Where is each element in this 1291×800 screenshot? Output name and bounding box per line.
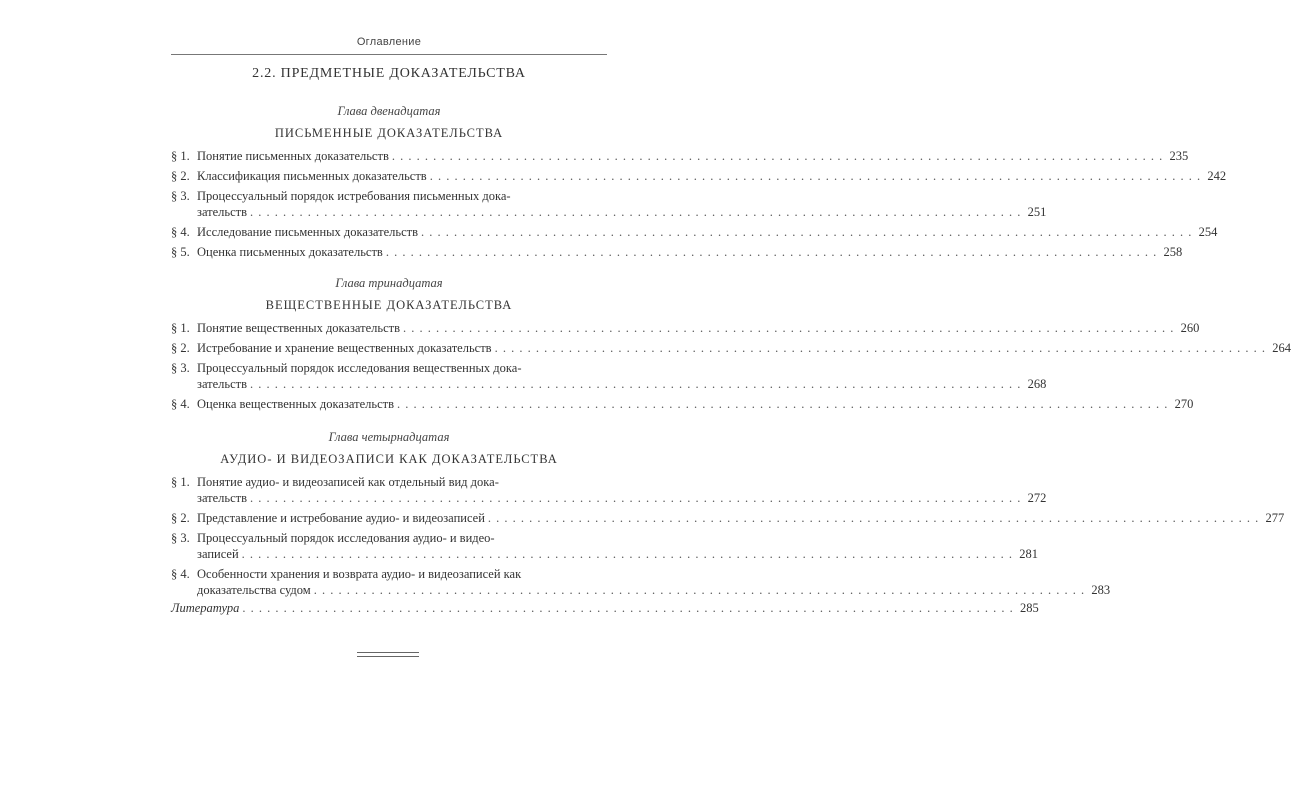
entry-title-line: Понятие аудио- и видеозаписей как отдельный вид дока- <box>197 475 499 489</box>
section-number: § 1. <box>171 475 190 489</box>
page-number: 285 <box>1020 601 1039 615</box>
page-number: 264 <box>1272 341 1291 355</box>
section-number: § 4. <box>171 567 190 581</box>
chapter-title: АУДИО- И ВИДЕОЗАПИСИ КАК ДОКАЗАТЕЛЬСТВА <box>220 452 558 466</box>
toc-entry[interactable] <box>171 148 1189 164</box>
page-number: 270 <box>1174 397 1194 411</box>
dot-leader <box>242 600 1013 616</box>
toc-entry[interactable] <box>171 340 1291 356</box>
entry-title-line: Процессуальный порядок исследования вещественных дока- <box>197 361 522 375</box>
dot-leader <box>397 396 1168 412</box>
entry-title-line: Процессуальный порядок истребования письменных дока- <box>197 189 511 203</box>
entry-title: Истребование и хранение вещественных доказательств <box>197 341 492 355</box>
entry-title: Исследование письменных доказательств <box>197 225 418 239</box>
chapter-title: ПИСЬМЕННЫЕ ДОКАЗАТЕЛЬСТВА <box>274 126 504 140</box>
page-number: 235 <box>1169 149 1189 163</box>
dot-leader <box>242 546 1013 562</box>
entry-title: записей <box>197 547 239 561</box>
chapter-label: Глава двенадцатая <box>337 104 441 118</box>
toc-entry[interactable] <box>171 320 1200 336</box>
page-number: 254 <box>1198 225 1218 239</box>
chapter-entries <box>171 148 1227 260</box>
section-number: § 3. <box>171 361 190 375</box>
dot-leader <box>392 148 1163 164</box>
chapter-entries <box>171 320 1291 412</box>
dot-leader <box>250 490 1021 506</box>
dot-leader <box>314 582 1085 598</box>
toc-entry[interactable] <box>171 188 1047 220</box>
entry-title: Оценка письменных доказательств <box>197 245 383 259</box>
toc-entry[interactable] <box>171 510 1285 526</box>
section-number: § 3. <box>171 189 190 203</box>
dot-leader <box>421 224 1192 240</box>
dot-leader <box>495 340 1266 356</box>
section-number: § 1. <box>171 149 190 163</box>
entry-title: Оценка вещественных доказательств <box>197 397 394 411</box>
toc-entry[interactable] <box>171 224 1218 240</box>
toc-entry[interactable] <box>171 474 1047 506</box>
entry-title: зательств <box>197 205 248 219</box>
page-number: 283 <box>1091 583 1111 597</box>
page-number: 272 <box>1027 491 1047 505</box>
chapter-entries <box>171 474 1285 598</box>
dot-leader <box>430 168 1201 184</box>
toc-page <box>171 30 1291 790</box>
entry-title: Классификация письменных доказательств <box>197 169 427 183</box>
page-number: 277 <box>1265 511 1285 525</box>
section-number: § 1. <box>171 321 190 335</box>
toc-entry[interactable] <box>171 530 1039 562</box>
entry-title: доказательства судом <box>197 583 311 597</box>
section-number: § 4. <box>171 397 190 411</box>
toc-entry[interactable] <box>171 566 1111 598</box>
dot-leader <box>250 204 1021 220</box>
section-number: § 2. <box>171 169 190 183</box>
toc-entry-literature[interactable] <box>171 600 1039 616</box>
page-number: 268 <box>1027 377 1047 391</box>
section-number: § 5. <box>171 245 190 259</box>
section-title: 2.2. ПРЕДМЕТНЫЕ ДОКАЗАТЕЛЬСТВА <box>252 66 526 81</box>
literature-label: Литература <box>171 601 240 615</box>
page-number: 260 <box>1180 321 1200 335</box>
page-number: 281 <box>1019 547 1039 561</box>
entry-title: зательств <box>197 491 248 505</box>
page-number: 242 <box>1207 169 1227 183</box>
section-number: § 2. <box>171 511 190 525</box>
header-rule <box>171 54 607 55</box>
end-rule <box>357 652 419 657</box>
dot-leader <box>386 244 1157 260</box>
chapter-12 <box>171 102 1227 264</box>
running-head: Оглавление <box>356 36 422 48</box>
toc-entry[interactable] <box>171 244 1183 260</box>
entry-title-line: Особенности хранения и возврата аудио- и видеозаписей как <box>197 567 522 581</box>
entry-title-line: Процессуальный порядок исследования аудио- и видео- <box>197 531 495 545</box>
chapter-14 <box>171 428 1285 602</box>
chapter-13 <box>171 274 1291 416</box>
dot-leader <box>403 320 1174 336</box>
toc-entry[interactable] <box>171 396 1194 412</box>
entry-title: Понятие вещественных доказательств <box>197 321 401 335</box>
chapter-label: Глава четырнадцатая <box>328 430 450 444</box>
section-number: § 4. <box>171 225 190 239</box>
toc-entry[interactable] <box>171 360 1047 392</box>
chapter-label: Глава тринадцатая <box>335 276 443 290</box>
page-number: 258 <box>1163 245 1183 259</box>
dot-leader <box>250 376 1021 392</box>
entry-title: Понятие письменных доказательств <box>197 149 389 163</box>
section-number: § 3. <box>171 531 190 545</box>
page-number: 251 <box>1027 205 1047 219</box>
section-number: § 2. <box>171 341 190 355</box>
entry-title: зательств <box>197 377 248 391</box>
dot-leader <box>488 510 1259 526</box>
chapter-title: ВЕЩЕСТВЕННЫЕ ДОКАЗАТЕЛЬСТВА <box>265 298 513 312</box>
toc-entry[interactable] <box>171 168 1227 184</box>
entry-title: Представление и истребование аудио- и видеозаписей <box>197 511 485 525</box>
